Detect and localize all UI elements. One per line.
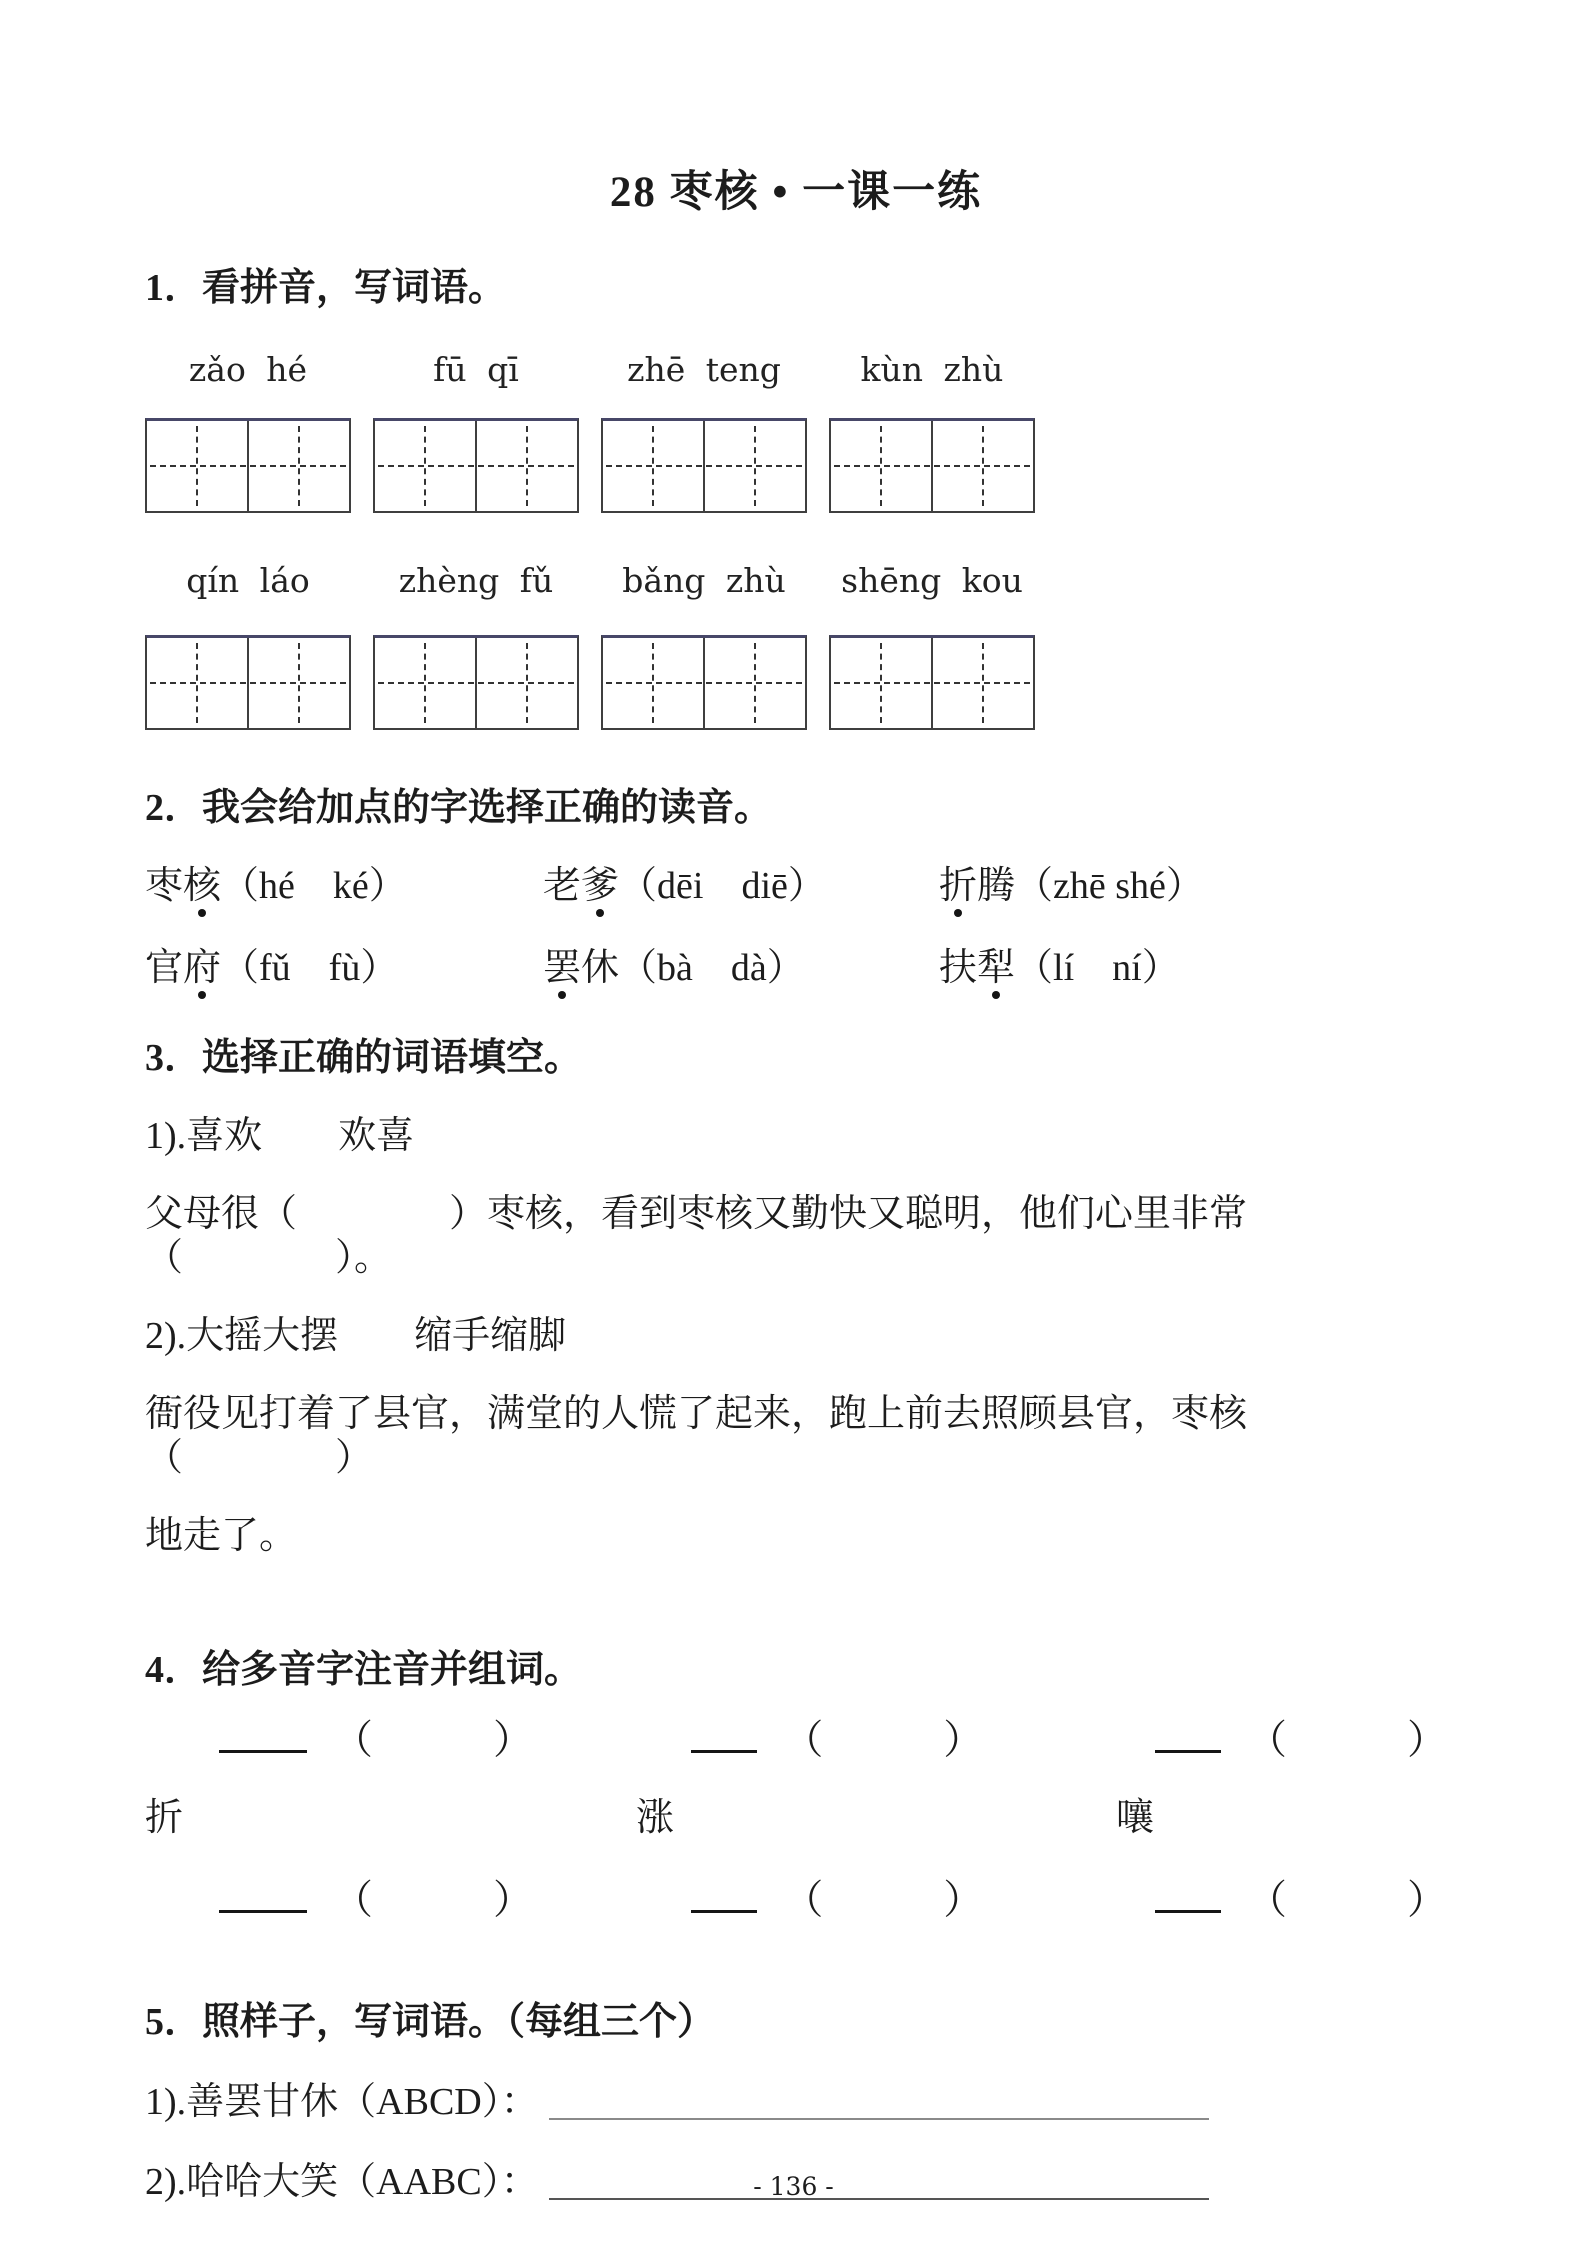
q4-pinyin-blank[interactable]: [219, 1724, 307, 1753]
pinyin-label: zǎo hé: [188, 350, 308, 389]
q4-blank-row-bottom: [145, 1874, 1447, 1926]
q2-dotted-char: 爹: [581, 865, 620, 907]
writing-cell[interactable]: [475, 638, 577, 728]
char: 官: [145, 947, 184, 989]
writing-cell[interactable]: [247, 421, 349, 511]
pinyin-label: qín láo: [186, 561, 310, 600]
q2-options[interactable]: （dēi diē）: [619, 865, 826, 907]
question-1-section: [145, 266, 1447, 730]
writing-grid-group: [829, 635, 1035, 730]
q4-char-cell: [636, 1796, 1116, 1840]
q4-word-blank[interactable]: （ ）: [333, 1877, 533, 1922]
writing-grid-group: [145, 418, 351, 513]
q2-word: [939, 864, 1015, 908]
q2-options[interactable]: （zhē shé）: [1015, 865, 1204, 907]
writing-grid-group: [373, 635, 579, 730]
q5-item-label: 1).善罢甘休（ABCD）：: [145, 2081, 539, 2123]
writing-cell[interactable]: [831, 421, 931, 511]
q5-item-label: 2).哈哈大笑（AABC）：: [145, 2161, 539, 2203]
writing-cell[interactable]: [603, 421, 703, 511]
pinyin-label: bǎng zhù: [622, 561, 786, 600]
pinyin-label: shēng kou: [841, 561, 1023, 600]
writing-cell[interactable]: [931, 638, 1033, 728]
writing-cell[interactable]: [603, 638, 703, 728]
writing-cell[interactable]: [703, 638, 805, 728]
q2-choice-item: [939, 946, 1180, 990]
q4-pinyin-blank[interactable]: [691, 1724, 757, 1753]
pinyin-label: fū qī: [433, 350, 519, 389]
writing-cell[interactable]: [831, 638, 931, 728]
writing-cell[interactable]: [475, 421, 577, 511]
writing-grid-group: [601, 418, 807, 513]
pinyin-label: kùn zhù: [860, 350, 1004, 389]
q2-word: [145, 946, 221, 990]
pinyin-label: zhèng fǔ: [398, 561, 554, 600]
q4-char-row: [145, 1796, 1447, 1840]
char: 老: [543, 865, 582, 907]
q5-answer-blank[interactable]: [549, 2088, 1209, 2120]
writing-grid-group: [601, 635, 807, 730]
q4-pinyin-blank[interactable]: [1155, 1724, 1221, 1753]
q2-row-2: [145, 946, 1447, 990]
writing-cell[interactable]: [703, 421, 805, 511]
q2-word: [939, 946, 1015, 990]
char: 休: [581, 947, 620, 989]
q3-fill-line-1[interactable]: 父母很（ ）枣核，看到枣核又勤快又聪明，他们心里非常（ ）。: [145, 1193, 1248, 1279]
question-4-header: 4．给多音字注音并组词。: [145, 1649, 583, 1691]
q4-word-blank[interactable]: （ ）: [783, 1717, 984, 1762]
q4-word-blank[interactable]: （ ）: [1247, 1877, 1447, 1922]
writing-cell[interactable]: [247, 638, 349, 728]
q3-option-pair-1: 1).喜欢 欢喜: [145, 1115, 415, 1157]
char: 枣: [145, 865, 184, 907]
writing-cell[interactable]: [931, 421, 1033, 511]
q2-dotted-char: 核: [183, 865, 222, 907]
q4-word-blank[interactable]: （ ）: [1247, 1717, 1447, 1762]
q3-fill-line-2-cont: 地走了。: [145, 1515, 298, 1557]
q4-char-cell: [1116, 1796, 1154, 1840]
q4-char: 折: [145, 1797, 184, 1839]
q4-blank-group: [1083, 1714, 1447, 1766]
q4-char: 嚷: [1116, 1797, 1155, 1839]
pinyin-row-1: [145, 350, 1447, 390]
pinyin-label: zhē teng: [627, 350, 781, 389]
question-2-section: [145, 786, 1447, 990]
q2-dotted-char: 折: [939, 865, 978, 907]
q2-word: [145, 864, 221, 908]
q2-dotted-char: 犁: [977, 947, 1016, 989]
writing-grid-row-1: [145, 418, 1447, 513]
q4-blank-group: [145, 1714, 619, 1766]
writing-grid-group: [145, 635, 351, 730]
q2-options[interactable]: （hé ké）: [221, 865, 407, 907]
char: 腾: [977, 865, 1016, 907]
q2-choice-item: [939, 864, 1204, 908]
q2-word: [543, 864, 619, 908]
q2-row-1: [145, 864, 1447, 908]
page-title: 28 枣核 • 一课一练: [609, 169, 983, 216]
q2-options[interactable]: （fǔ fù）: [221, 947, 399, 989]
writing-grid-group: [373, 418, 579, 513]
q2-word: [543, 946, 619, 990]
q2-choice-item: [145, 864, 543, 908]
q3-option-pair-2: 2).大摇大摆 缩手缩脚: [145, 1315, 567, 1357]
q4-pinyin-blank[interactable]: [1155, 1884, 1221, 1913]
q4-blank-group: [1083, 1874, 1447, 1926]
q4-char-cell: [145, 1796, 636, 1840]
page-number: - 136 -: [753, 2172, 834, 2201]
question-3-section: [145, 1036, 1447, 1558]
q2-dotted-char: 府: [183, 947, 222, 989]
q4-word-blank[interactable]: （ ）: [783, 1877, 984, 1922]
writing-cell[interactable]: [147, 638, 247, 728]
writing-cell[interactable]: [375, 638, 475, 728]
q4-word-blank[interactable]: （ ）: [333, 1717, 533, 1762]
writing-grid-row-2: [145, 635, 1447, 730]
q2-dotted-char: 罢: [543, 947, 582, 989]
q4-pinyin-blank[interactable]: [219, 1884, 307, 1913]
q2-choice-item: [145, 946, 543, 990]
writing-cell[interactable]: [147, 421, 247, 511]
q2-options[interactable]: （bà dà）: [619, 947, 805, 989]
q4-char: 涨: [636, 1797, 675, 1839]
question-4-section: [145, 1648, 1447, 1926]
q5-item-1: [145, 2080, 1447, 2124]
q2-options[interactable]: （lí ní）: [1015, 947, 1180, 989]
writing-grid-group: [829, 418, 1035, 513]
pinyin-row-2: [145, 561, 1447, 601]
q4-blank-group: [619, 1874, 1083, 1926]
question-3-header: 3．选择正确的词语填空。: [145, 1037, 583, 1079]
question-2-header: 2．我会给加点的字选择正确的读音。: [145, 787, 773, 829]
question-5-header: 5．照样子，写词语。（每组三个）: [145, 2001, 716, 2043]
question-1-header: 1．看拼音，写词语。: [145, 267, 507, 309]
writing-cell[interactable]: [375, 421, 475, 511]
q3-fill-line-2[interactable]: 衙役见打着了县官，满堂的人慌了起来，跑上前去照顾县官，枣核（ ）: [145, 1393, 1248, 1479]
q2-choice-item: [543, 864, 939, 908]
q4-blank-row-top: [145, 1714, 1447, 1766]
char: 扶: [939, 947, 978, 989]
q4-pinyin-blank[interactable]: [691, 1884, 757, 1913]
q2-choice-item: [543, 946, 939, 990]
q4-blank-group: [619, 1714, 1083, 1766]
q4-blank-group: [145, 1874, 619, 1926]
